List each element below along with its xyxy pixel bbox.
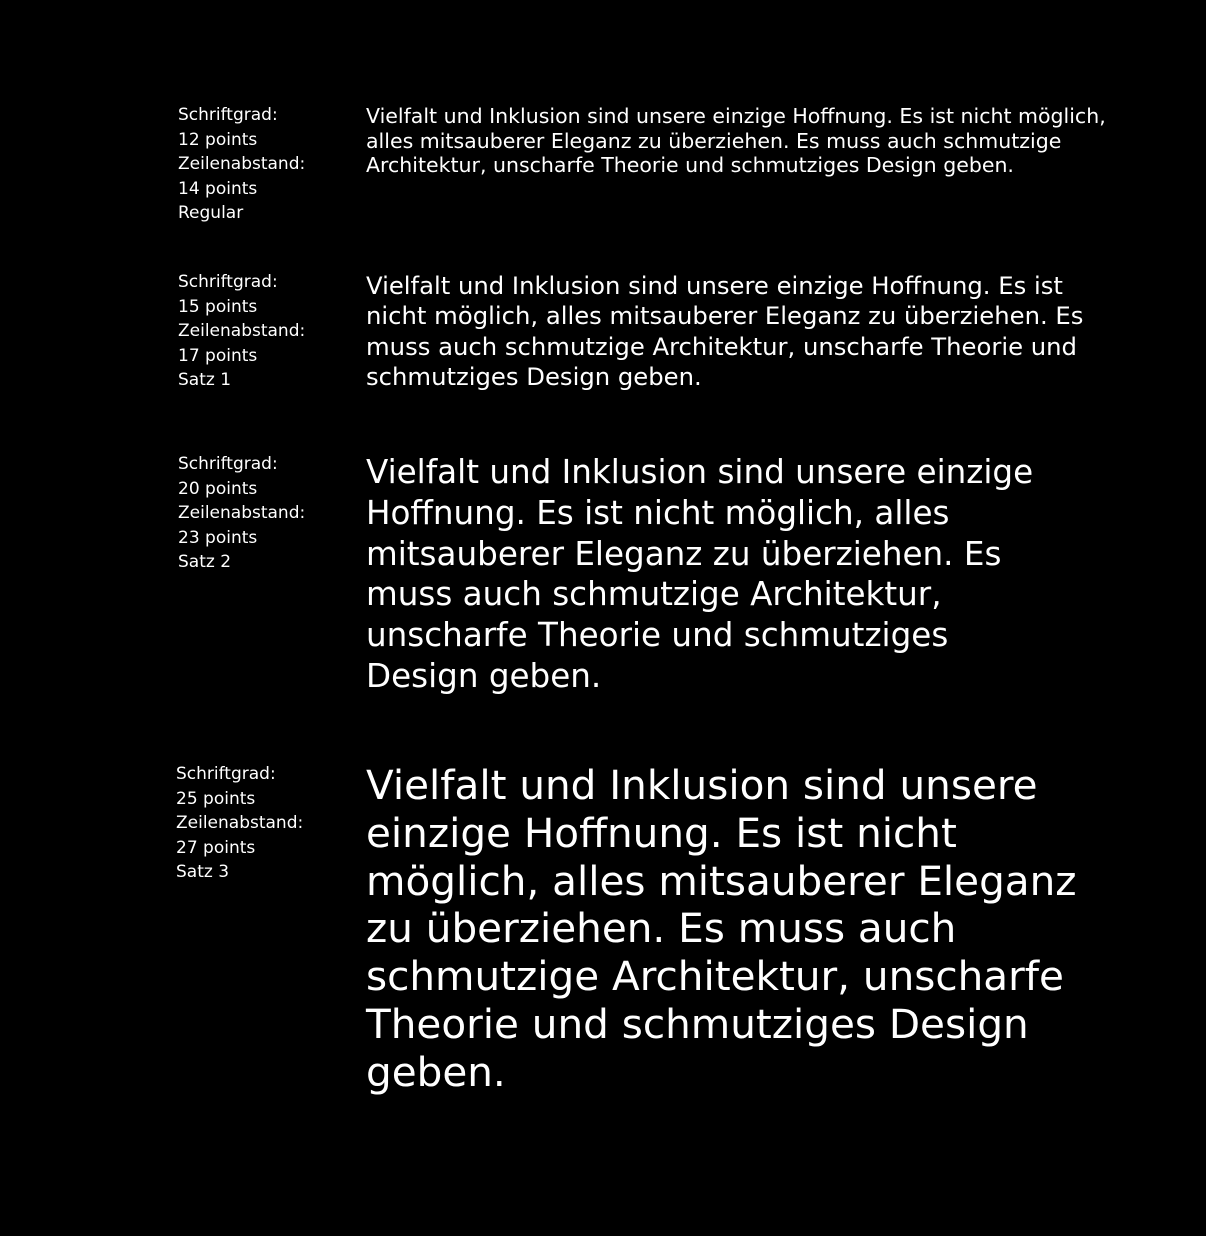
label-size-value: 12 points — [178, 129, 258, 150]
label-style-name: Satz 3 — [176, 862, 230, 883]
specimen-text: Vielfalt und Inklusion sind unsere einzige Hoffnung. Es ist nicht möglich, alles mitsauberer Eleganz zu überziehen. Es muss auch schmutzige Architektur, unscharfe Theorie und schmutziges Design geben. — [366, 271, 1084, 392]
specimen-label — [178, 103, 348, 226]
specimen-text: Vielfalt und Inklusion sind unsere einzige Hoffnung. Es ist nicht möglich, alles mitsauberer Eleganz zu überziehen. Es muss auch schmutzige Architektur, unscharfe Theorie und schmutziges Design geben. — [366, 104, 1106, 178]
label-style-name: Regular — [178, 203, 244, 224]
specimen-label — [178, 452, 348, 575]
label-style-name: Satz 1 — [178, 370, 232, 391]
label-size-value: 20 points — [178, 478, 258, 499]
label-leading-value: 27 points — [176, 837, 256, 858]
specimen-text: Vielfalt und Inklusion sind unsere einzige Hoffnung. Es ist nicht möglich, alles mitsauberer Eleganz zu überziehen. Es muss auch schmutzige Architektur, unscharfe Theorie und schmutziges Design geben. — [366, 453, 1034, 695]
label-size-value: 25 points — [176, 788, 256, 809]
label-size-heading: Schriftgrad: — [178, 272, 278, 292]
specimen-label — [178, 270, 348, 393]
label-size-value: 15 points — [178, 296, 258, 317]
label-leading-value: 14 points — [178, 178, 258, 199]
label-leading-heading: Zeilenabstand: — [178, 503, 306, 524]
label-leading-heading: Zeilenabstand: — [178, 321, 306, 342]
label-size-heading: Schriftgrad: — [178, 454, 278, 474]
label-size-heading: Schriftgrad: — [178, 105, 278, 125]
label-leading-value: 23 points — [178, 527, 258, 548]
specimen-text: Vielfalt und Inklusion sind unsere einzige Hoffnung. Es ist nicht möglich, alles mitsauberer Eleganz zu überziehen. Es muss auch schmutzige Architektur, unscharfe Theorie und schmutziges Design geben. — [366, 761, 1077, 1096]
specimen-label — [176, 762, 346, 885]
label-leading-heading: Zeilenabstand: — [176, 813, 304, 834]
label-size-heading: Schriftgrad: — [176, 764, 276, 784]
label-leading-heading: Zeilenabstand: — [178, 154, 306, 175]
label-style-name: Satz 2 — [178, 552, 232, 573]
label-leading-value: 17 points — [178, 345, 258, 366]
